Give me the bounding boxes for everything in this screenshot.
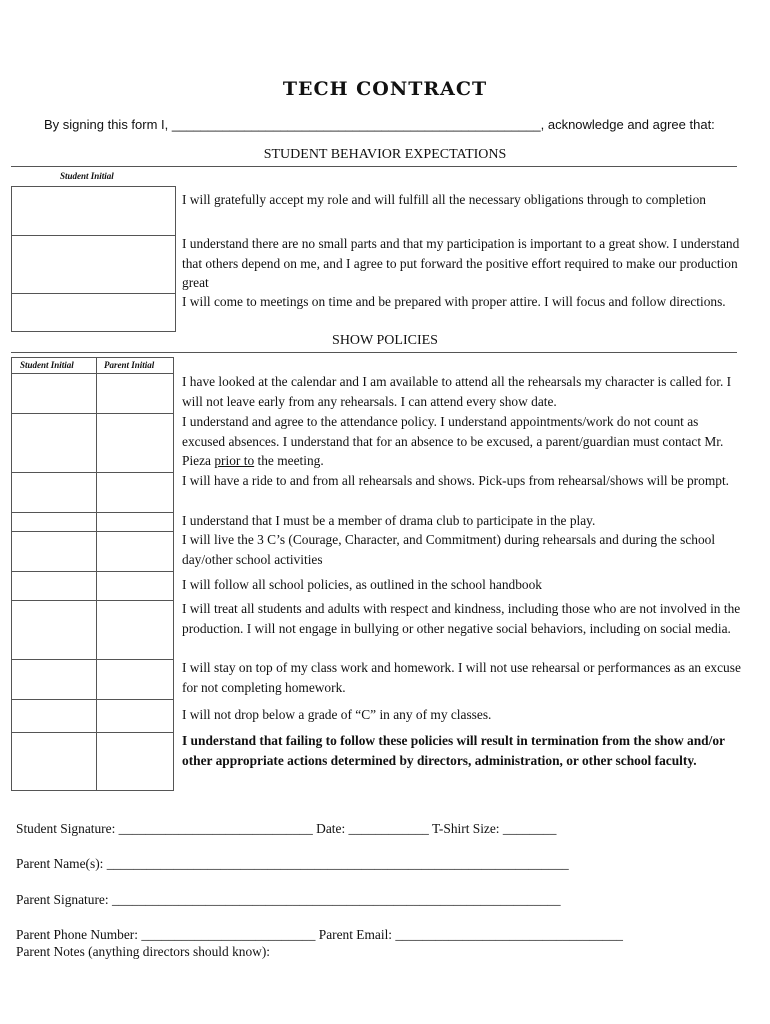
- policy-item-10: I understand that failing to follow these policies will result in termination from the show and/or other appropriate actions determined by directors, administration, or other school faculty.: [182, 733, 725, 768]
- policy-item-8: I will stay on top of my class work and homework. I will not use rehearsal or performances as an excuse for not completing homework.: [182, 660, 741, 695]
- policies-section-header: SHOW POLICIES: [332, 333, 438, 348]
- policy-item-2-text: I understand and agree to the attendance policy. I understand appointments/work do not count as excused absences. I understand that for an absence to be excused, a parent/guardian must contact Mr. Pieza: [182, 414, 724, 469]
- policy-parent-initial-box-10[interactable]: [96, 732, 174, 791]
- policies-student-initial-header: Student Initial: [20, 360, 74, 370]
- behavior-student-initial-header: Student Initial: [60, 171, 114, 181]
- policy-student-initial-box-2[interactable]: [11, 413, 97, 473]
- behavior-section-header: STUDENT BEHAVIOR EXPECTATIONS: [263, 147, 507, 162]
- policy-student-initial-box-3[interactable]: [11, 472, 97, 513]
- policy-item-2-underlined: prior to: [214, 453, 255, 469]
- policy-item-3: I will have a ride to and from all rehearsals and shows. Pick-ups from rehearsal/shows will be prompt.: [182, 473, 730, 488]
- page-title: TECH CONTRACT: [282, 78, 488, 100]
- student-signature-line[interactable]: Student Signature: _____________________________ Date: ____________ T-Shirt Size: ________: [16, 821, 557, 836]
- parent-notes-label[interactable]: Parent Notes (anything directors should know):: [16, 944, 271, 959]
- intro-line[interactable]: By signing this form I, ___________________________________________________, acknowledge and agree that:: [44, 117, 715, 132]
- policy-parent-initial-box-8[interactable]: [96, 659, 174, 700]
- policies-parent-initial-header: Parent Initial: [104, 360, 155, 370]
- behavior-item-3: I will come to meetings on time and be prepared with proper attire. I will focus and follow directions.: [182, 294, 726, 309]
- policy-item-6: I will follow all school policies, as outlined in the school handbook: [182, 577, 543, 592]
- policy-item-2: [182, 412, 742, 471]
- policy-parent-initial-box-4[interactable]: [96, 512, 174, 532]
- parent-names-line[interactable]: Parent Name(s): _____________________________________________________________________: [16, 856, 569, 871]
- policies-divider: [11, 352, 737, 353]
- policy-parent-initial-box-3[interactable]: [96, 472, 174, 513]
- policy-parent-initial-box-5[interactable]: [96, 531, 174, 572]
- policy-item-4: I understand that I must be a member of drama club to participate in the play.: [182, 513, 596, 528]
- policy-parent-initial-box-2[interactable]: [96, 413, 174, 473]
- behavior-item-2: I understand there are no small parts and that my participation is important to a great show. I understand that others depend on me, and I agree to put forward the positive effort required to make our production great: [182, 236, 740, 291]
- policy-item-1: I have looked at the calendar and I am available to attend all the rehearsals my character is called for. I will not leave early from any rehearsals. I can attend every show date.: [182, 374, 732, 409]
- policy-item-9: I will not drop below a grade of “C” in any of my classes.: [182, 707, 492, 722]
- policy-student-initial-box-8[interactable]: [11, 659, 97, 700]
- policy-parent-initial-box-6[interactable]: [96, 571, 174, 601]
- policy-item-7: I will treat all students and adults with respect and kindness, including those who are not involved in the production. I will not engage in bullying or other negative social behaviors, including on social media.: [182, 601, 741, 636]
- policy-student-initial-box-1[interactable]: [11, 373, 97, 414]
- parent-contact-line[interactable]: Parent Phone Number: __________________________ Parent Email: __________________________________: [16, 927, 623, 942]
- policy-parent-initial-box-9[interactable]: [96, 699, 174, 733]
- policy-item-5: I will live the 3 C’s (Courage, Character, and Commitment) during rehearsals and during the school day/other school activities: [182, 532, 716, 567]
- policy-item-2-end: the meeting.: [254, 453, 324, 469]
- policy-parent-initial-box-7[interactable]: [96, 600, 174, 660]
- behavior-divider: [11, 166, 737, 167]
- policy-student-initial-box-5[interactable]: [11, 531, 97, 572]
- behavior-item-1: I will gratefully accept my role and will fulfill all the necessary obligations through to completion: [182, 192, 706, 207]
- policy-student-initial-box-4[interactable]: [11, 512, 97, 532]
- policy-parent-initial-box-1[interactable]: [96, 373, 174, 414]
- policy-student-initial-box-6[interactable]: [11, 571, 97, 601]
- behavior-initial-box-3[interactable]: [11, 293, 176, 332]
- behavior-initial-box-1[interactable]: [11, 186, 176, 236]
- policy-student-initial-box-10[interactable]: [11, 732, 97, 791]
- policy-student-initial-box-7[interactable]: [11, 600, 97, 660]
- parent-signature-line[interactable]: Parent Signature: ___________________________________________________________________: [16, 892, 561, 907]
- behavior-initial-box-2[interactable]: [11, 235, 176, 294]
- policy-student-initial-box-9[interactable]: [11, 699, 97, 733]
